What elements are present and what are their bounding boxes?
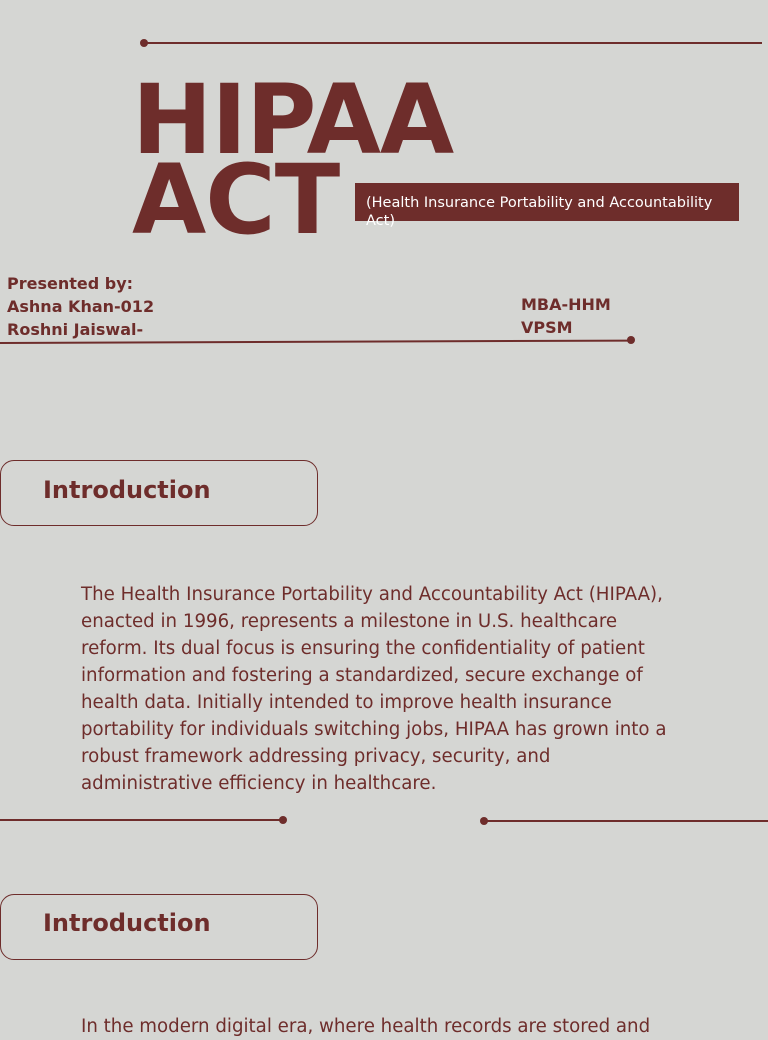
page-title-line1: HIPAA — [132, 64, 454, 176]
page-title-line2: ACT — [132, 144, 340, 256]
presenter-heading: Presented by: — [7, 274, 134, 293]
presenter-name: Ashna Khan-012 — [7, 297, 155, 316]
section-body: In the modern digital era, where health records are stored and — [81, 1016, 651, 1037]
program-line: MBA-HHM — [521, 295, 611, 314]
subtitle-text: (Health Insurance Portability and Accountability Act) — [366, 195, 713, 229]
top-rule — [144, 42, 762, 44]
section-body: The Health Insurance Portability and Accountability Act (HIPAA), enacted in 1996, represents a milestone in U.S. healthcare reform. Its dual focus is ensuring the confidentiality of patient information and fostering a standardized, secure exchange of health data. Initially intended to improve health insurance portability for individuals switching jobs, HIPAA has grown into a robust framework addressing privacy, security, and administrative efficiency in healthcare. — [81, 584, 667, 794]
presenter-name: Roshni Jaiswal- — [7, 320, 144, 339]
program-line: VPSM — [521, 318, 573, 337]
section-divider-left-dot — [279, 816, 287, 824]
presenter-block — [7, 272, 154, 341]
section-divider-right — [484, 820, 768, 822]
section-divider-left — [0, 819, 283, 821]
section-title: Introduction — [43, 476, 211, 504]
program-block — [521, 293, 611, 339]
presenter-divider-dot — [627, 336, 635, 344]
section-title: Introduction — [43, 909, 211, 937]
